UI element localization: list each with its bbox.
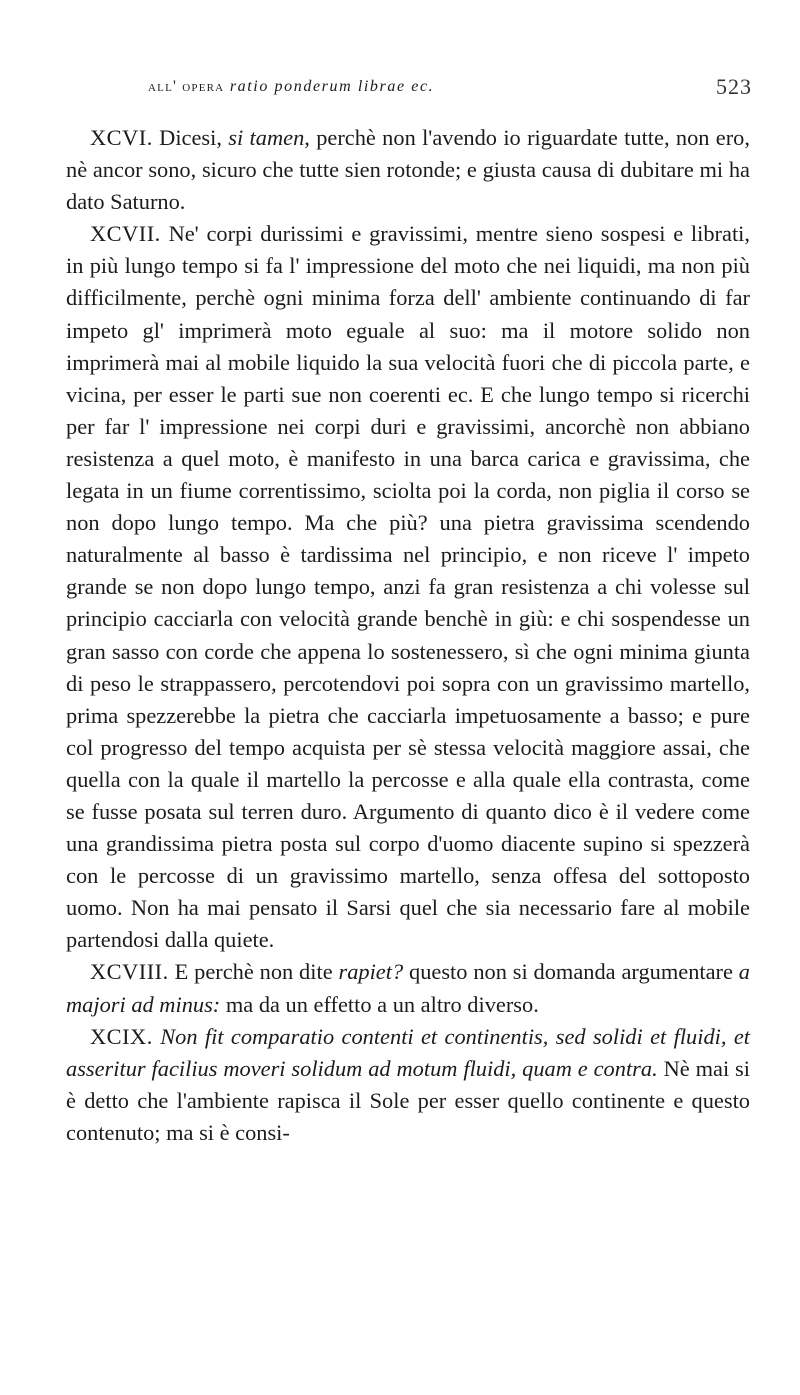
paragraph-text: E perchè non dite	[168, 959, 339, 985]
paragraph-xcviii	[66, 956, 750, 1020]
paragraph-number: XCVI.	[90, 125, 153, 150]
page-number: 523	[716, 74, 752, 99]
paragraph-number: XCVIII.	[90, 959, 169, 985]
paragraph-italic: Non fit comparatio contenti et continentis, sed solidi et fluidi, et asseritur facilius moveri solidum ad motum fluidi, quam e contra.	[66, 1023, 750, 1081]
paragraph-xcvii	[66, 218, 750, 956]
running-head	[148, 78, 668, 96]
paragraph-italic: si tamen	[228, 125, 305, 150]
running-head-prefix: all' opera	[148, 78, 225, 95]
body-text	[66, 122, 750, 1149]
paragraph-text: Nè mai si è detto che l'ambiente rapisca il Sole per esser quello continente e questo contenuto; ma si è consi-	[66, 1055, 750, 1145]
paragraph-number: XCIX.	[90, 1023, 153, 1049]
paragraph-italic: rapiet?	[338, 959, 404, 985]
running-head-title: ratio ponderum librae ec.	[229, 78, 435, 95]
paragraph-text: ma da un effetto a un altro diverso.	[220, 991, 539, 1017]
paragraph-xcix	[66, 1021, 750, 1149]
paragraph-text: questo non si domanda argumentare	[403, 959, 739, 985]
paragraph-text: Dicesi,	[152, 125, 229, 150]
paragraph-text: , perchè non l'avendo io riguardate tutte, non ero, nè ancor sono, sicuro che tutte sien rotonde; e giusta causa di dubitare mi ha dato Saturno.	[66, 125, 750, 215]
paragraph-italic: a majori ad minus:	[66, 959, 750, 1017]
paragraph-xcvi	[66, 122, 750, 218]
paragraph-number: XCVII.	[90, 221, 161, 247]
paragraph-text: Ne' corpi durissimi e gravissimi, mentre sieno sospesi e librati, in più lungo tempo si fa l' impressione del moto che nei liquidi, ma non più difficilmente, perchè ogni minima forza dell' ambiente continuando di far impeto gl' imprimerà moto eguale al suo: ma il motore solido non imprimerà mai al mobile liquido la sua velocità fuori che di piccola parte, e vicina, per esser le parti sue non coerenti ec. E che lungo tempo si ricerchi per far l' impressione nei corpi duri e gravissimi, ancorchè non abbiano resistenza a quel moto, è manifesto in una barca carica e gravissima, che legata in un fiume correntissimo, sciolta poi la corda, non piglia il corso se non dopo lungo tempo. Ma che più? una pietra gravissima scendendo naturalmente al basso è tardissima nel principio, e non riceve l' impeto grande se non dopo lungo tempo, anzi fa gran resistenza a chi volesse sul principio cacciarla con velocità grande benchè in giù: e chi sospendesse un gran sasso con corde che appena lo sostenessero, sì che ogni minima giunta di peso le strappassero, percotendovi poi sopra con un gravissimo martello, prima spezzerebbe la pietra che cacciarla impetuosamente a basso; e pure col progresso del tempo acquista per sè stessa velocità maggiore assai, che quella con la quale il martello la percosse e alla quale ella contrasta, come se fusse posata sul terren duro. Argumento di quanto dico è il vedere come una grandissima pietra posta sul corpo d'uomo diacente supino si spezzerà con le percosse di un gravissimo martello, senza offesa del sottoposto uomo. Non ha mai pensato il Sarsi quel che sia necessario fare al mobile partendosi dalla quiete.	[66, 221, 750, 953]
